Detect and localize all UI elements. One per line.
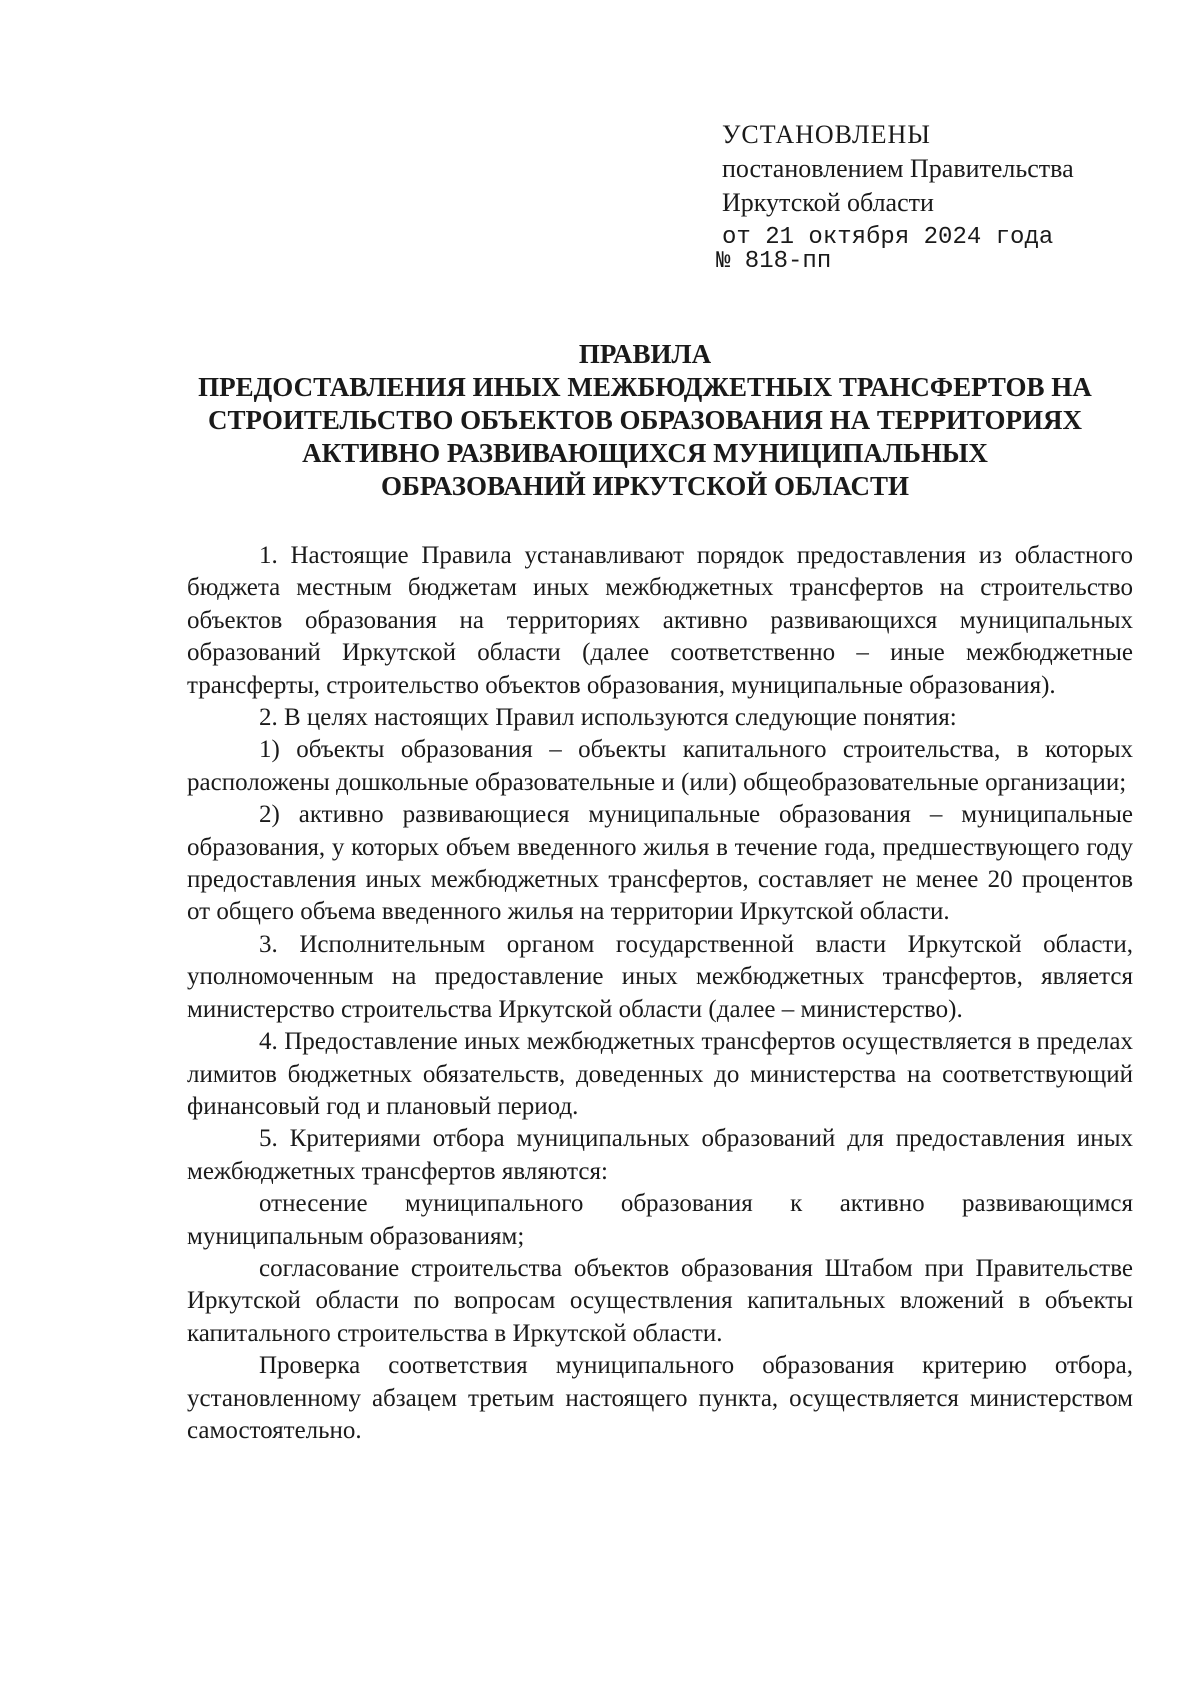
title-line: СТРОИТЕЛЬСТВО ОБЪЕКТОВ ОБРАЗОВАНИЯ НА ТЕРРИТОРИЯХ	[208, 405, 1082, 435]
paragraph-5-criterion-1: отнесение муниципального образования к активно развивающимся муниципальным образованиям;	[187, 1190, 1133, 1250]
title-line: АКТИВНО РАЗВИВАЮЩИХСЯ МУНИЦИПАЛЬНЫХ	[302, 438, 988, 468]
title-main: ПРАВИЛА	[578, 339, 712, 369]
approval-date: от 21 октября 2024 года	[722, 224, 1054, 251]
paragraph-2-item-1: 1) объекты образования – объекты капитального строительства, в которых расположены дошкольные образовательные и (или) общеобразовательные организации;	[187, 736, 1133, 796]
paragraph-4: 4. Предоставление иных межбюджетных трансфертов осуществляется в пределах лимитов бюджетных обязательств, доведенных до министерства на соответствующий финансовый год и плановый период.	[187, 1028, 1133, 1120]
approval-number: № 818-пп	[716, 248, 832, 275]
approval-region: Иркутской области	[722, 188, 934, 217]
title-line: ПРЕДОСТАВЛЕНИЯ ИНЫХ МЕЖБЮДЖЕТНЫХ ТРАНСФЕРТОВ НА	[198, 372, 1092, 402]
paragraph-1: 1. Настоящие Правила устанавливают порядок предоставления из областного бюджета местным бюджетам иных межбюджетных трансфертов на строительство объектов образования на территориях активно развивающихся муниципальных образований Иркутской области (далее соответственно – иные межбюджетные трансферты, строительство объектов образования, муниципальные образования).	[187, 542, 1133, 699]
document-title	[150, 338, 1140, 503]
document-body	[187, 540, 1133, 1447]
paragraph-5-criterion-2: согласование строительства объектов образования Штабом при Правительстве Иркутской области по вопросам осуществления капитальных вложений в объекты капитального строительства в Иркутской области.	[187, 1254, 1133, 1347]
approval-block	[716, 118, 1162, 275]
approval-heading: УСТАНОВЛЕНЫ	[722, 120, 931, 149]
paragraph-3: 3. Исполнительным органом государственной власти Иркутской области, уполномоченным на предоставление иных межбюджетных трансфертов, является министерство строительства Иркутской области (далее – министерство).	[187, 930, 1133, 1023]
paragraph-5-verification: Проверка соответствия муниципального образования критерию отбора, установленному абзацем третьим настоящего пункта, осуществляется министерством самостоятельно.	[187, 1352, 1133, 1444]
title-line: ОБРАЗОВАНИЙ ИРКУТСКОЙ ОБЛАСТИ	[380, 471, 909, 501]
paragraph-2: 2. В целях настоящих Правил используются следующие понятия:	[259, 704, 957, 732]
paragraph-5: 5. Критериями отбора муниципальных образований для предоставления иных межбюджетных трансфертов являются:	[187, 1125, 1133, 1185]
approval-by: постановлением Правительства	[722, 154, 1074, 183]
paragraph-2-item-2: 2) активно развивающиеся муниципальные образования – муниципальные образования, у которых объем введенного жилья в течение года, предшествующего году предоставления иных межбюджетных трансфертов, составляет не менее 20 процентов от общего объема введенного жилья на территории Иркутской области.	[187, 801, 1133, 926]
